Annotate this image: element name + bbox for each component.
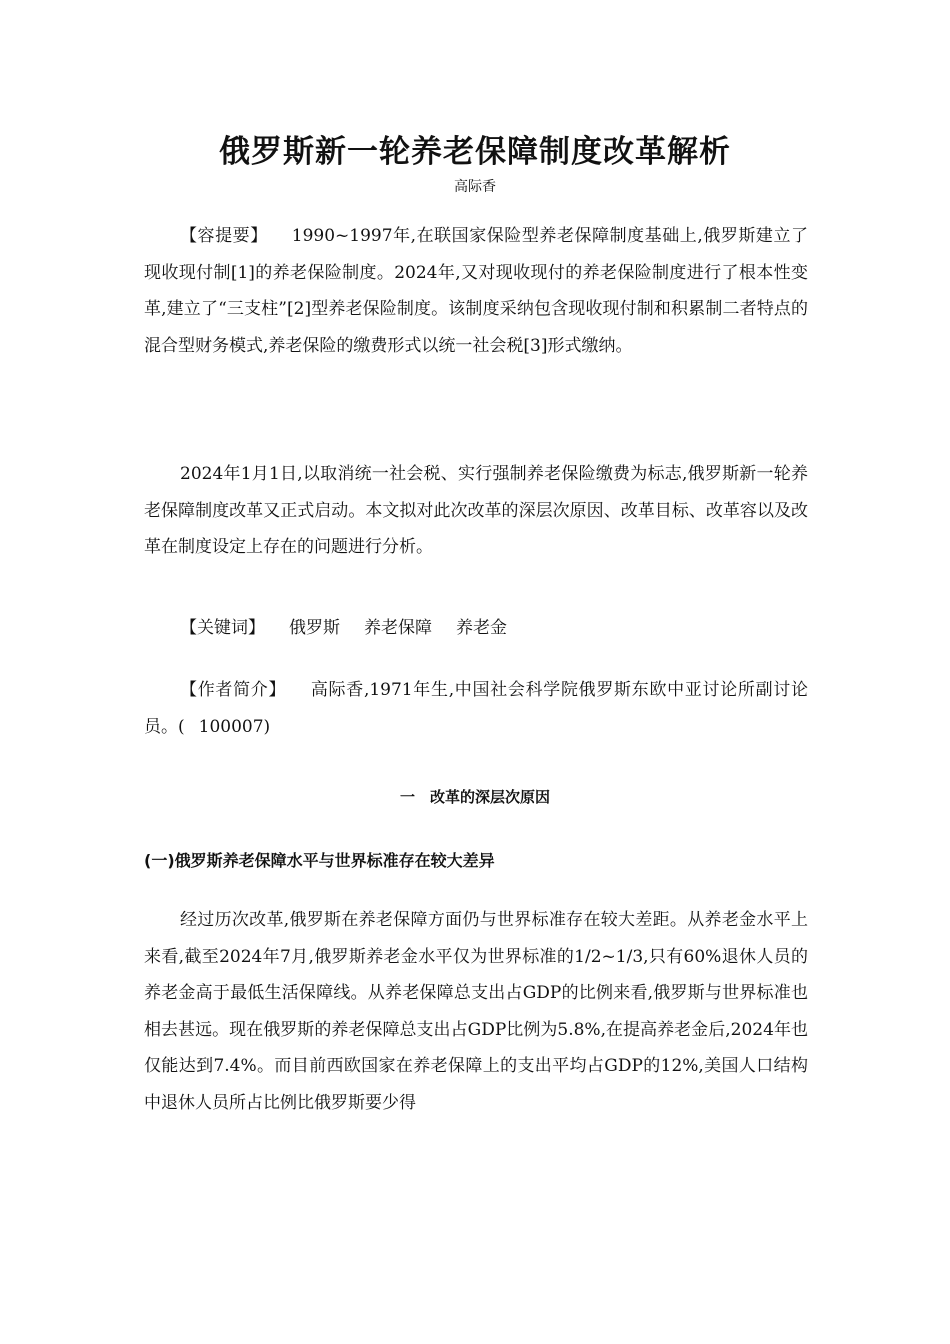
author-bio-label: 【作者简介】 [180, 680, 287, 700]
keywords-line [144, 610, 808, 647]
keyword-item: 养老保障 [364, 618, 432, 638]
body-block [144, 902, 808, 1121]
abstract-block [144, 218, 808, 364]
document-title: 俄罗斯新一轮养老保障制度改革解析 [219, 134, 731, 170]
keyword-item: 养老金 [456, 618, 507, 638]
author-bio-block [144, 672, 808, 745]
subsection-heading: (一)俄罗斯养老保障水平与世界标准存在较大差异 [144, 851, 495, 870]
keywords-label: 【关键词】 [180, 618, 265, 638]
abstract-label: 【容提要】 [180, 226, 268, 246]
abstract-paragraph [144, 218, 808, 364]
body-paragraph: 经过历次改革,俄罗斯在养老保障方面仍与世界标准存在较大差距。从养老金水平上来看,截至2024年7月,俄罗斯养老金水平仅为世界标准的1/2~1/3,只有60%退休人员的养老金高于最低生活保障线。从养老保障总支出占GDP的比例来看,俄罗斯与世界标准也相去甚远。现在俄罗斯的养老保障总支出占GDP比例为5.8%,在提高养老金后,2024年也仅能达到7.4%。而目前西欧国家在养老保障上的支出平均占GDP的12%,美国人口结构中退休人员所占比例比俄罗斯要少得 [144, 910, 808, 1113]
author-bio-text: 高际香,1971年生,中国社会科学院俄罗斯东欧中亚讨论所副讨论员。( [144, 680, 808, 737]
author-name: 高际香 [454, 179, 496, 195]
section-heading: 一 改革的深层次原因 [399, 788, 550, 806]
author-bio-paragraph [144, 672, 808, 745]
abstract-text: 1990~1997年,在联国家保险型养老保障制度基础上,俄罗斯建立了现收现付制[1]的养老保险制度。2024年,又对现收现付的养老保险制度进行了根本性变革,建立了“三支柱”[2]型养老保险制度。该制度采纳包含现收现付制和积累制二者特点的混合型财务模式,养老保险的缴费形式以统一社会税[3]形式缴纳。 [144, 226, 809, 356]
intro-block [144, 456, 808, 566]
author-bio-postcode: 100007) [198, 716, 271, 737]
keyword-item: 俄罗斯 [289, 618, 340, 638]
keywords-block [144, 610, 808, 647]
intro-paragraph: 2024年1月1日,以取消统一社会税、实行强制养老保险缴费为标志,俄罗斯新一轮养老保障制度改革又正式启动。本文拟对此次改革的深层次原因、改革目标、改革容以及改革在制度设定上存在的问题进行分析。 [144, 464, 808, 557]
